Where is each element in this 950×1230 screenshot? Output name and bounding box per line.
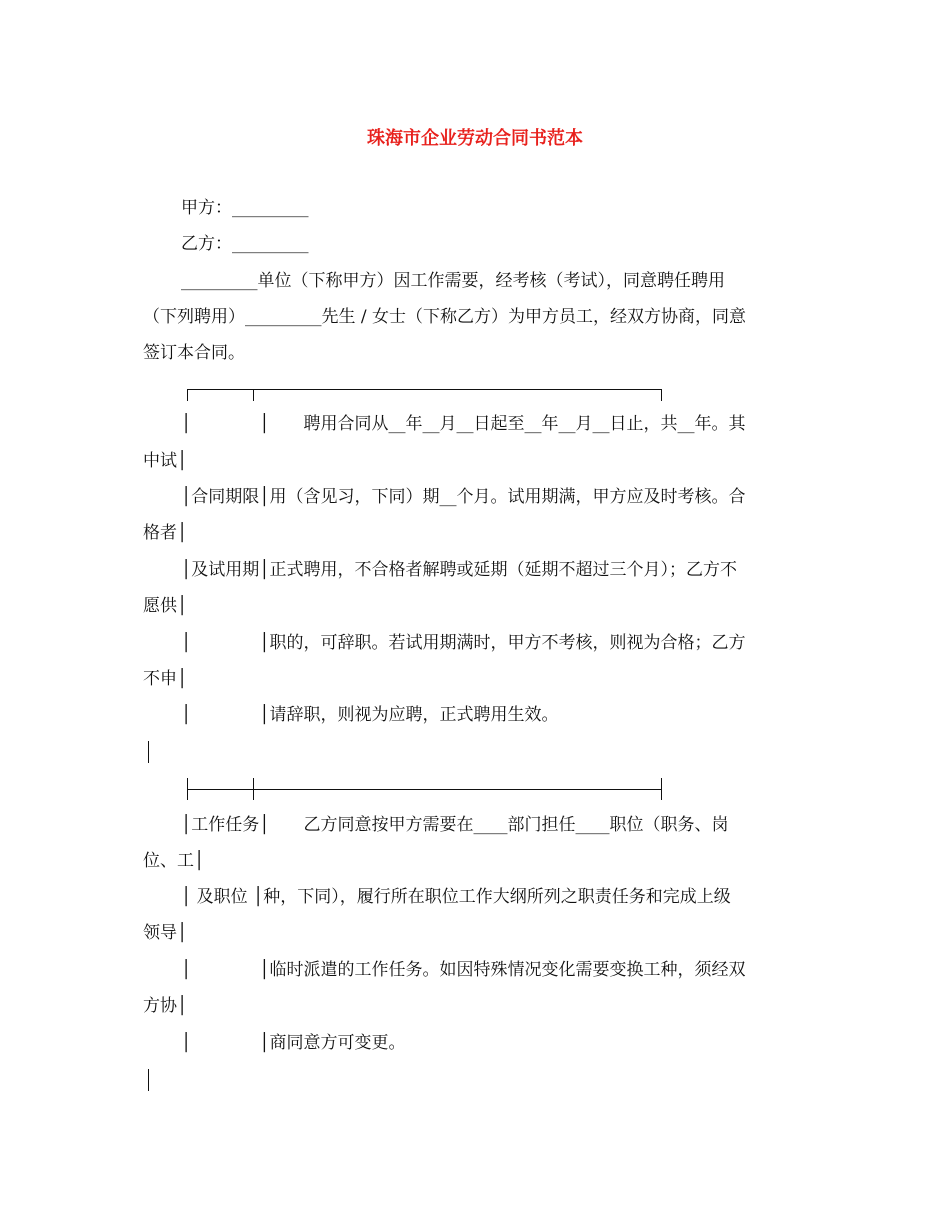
party-b-line: 乙方：_________: [181, 234, 309, 254]
section1-line-4: 格者│: [143, 523, 188, 543]
section2-line-3: │ 及职位 │种，下同），履行所在职位工作大纲所列之职责任务和完成上级: [181, 887, 731, 907]
section1-line-2: 中试│: [143, 451, 188, 471]
section2-line-1: │工作任务│ 乙方同意按甲方需要在____部门担任____职位（职务、岗: [181, 815, 729, 835]
intro-line-1: _________单位（下称甲方）因工作需要，经考核（考试），同意聘任聘用: [181, 271, 725, 291]
row-divider-mark: [148, 741, 149, 763]
section1-line-1: │ │ 聘用合同从__年__月__日起至__年__月__日止，共__年。其: [181, 414, 746, 434]
section1-line-9: │ │请辞职，则视为应聘，正式聘用生效。: [181, 705, 559, 725]
section2-line-5: │ │临时派遣的工作任务。如因特殊情况变化需要变换工种，须经双: [181, 960, 746, 980]
section2-line-4: 领导│: [143, 923, 188, 943]
row-divider-mark: [148, 1069, 149, 1091]
section2-line-2: 位、工│: [143, 851, 205, 871]
section1-line-7: │ │职的，可辞职。若试用期满时，甲方不考核，则视为合格；乙方: [181, 633, 746, 653]
intro-line-3: 签订本合同。: [143, 343, 245, 363]
section1-line-3: │合同期限│用（含见习，下同）期__个月。试用期满，甲方应及时考核。合: [181, 487, 746, 507]
section1-line-5: │及试用期│正式聘用，不合格者解聘或延期（延期不超过三个月）；乙方不: [181, 560, 737, 580]
section1-line-6: 愿供│: [143, 596, 188, 616]
section2-line-6: 方协│: [143, 996, 188, 1016]
intro-line-2: （下列聘用）_________先生 / 女士（下称乙方）为甲方员工，经双方协商，同意: [143, 307, 747, 327]
document-title: 珠海市企业劳动合同书范本: [367, 128, 583, 149]
section2-line-7: │ │商同意方可变更。: [181, 1033, 406, 1053]
party-a-line: 甲方：_________: [181, 198, 309, 218]
section1-line-8: 不申│: [143, 669, 188, 689]
